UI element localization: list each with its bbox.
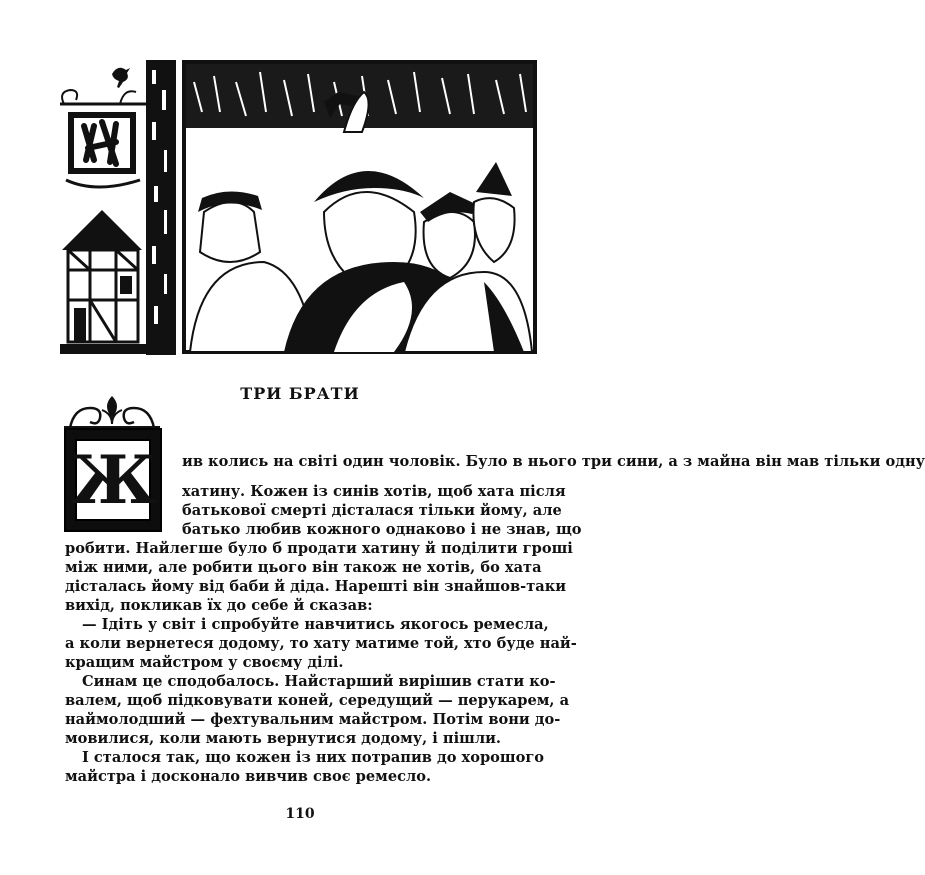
text-line: І сталося так, що кожен із них потрапив до хорошого — [82, 749, 545, 766]
text-line: батько любив кожного однаково і не знав, що — [182, 521, 582, 538]
text-line: ив колись на світі один чоловік. Було в нього три сини, а з майна він мав тільки одну — [182, 453, 925, 470]
story-title: ТРИ БРАТИ — [240, 384, 360, 403]
text-line: Синам це сподобалось. Найстарший вирішив стати ко- — [82, 673, 556, 690]
text-line: валем, щоб підковувати коней, середущий — перукарем, а — [65, 692, 570, 709]
scene-illustration — [184, 62, 535, 352]
drop-cap-letter: Ж — [69, 441, 157, 519]
text-line: наймолодший — фехтувальним майстром. Потім вони до- — [65, 711, 561, 728]
text-line: вихід, покликав їх до себе й сказав: — [65, 597, 373, 614]
drop-cap-ornament — [62, 392, 162, 430]
shop-sign-illustration — [60, 60, 178, 355]
text-line: майстра і досконало вивчив своє ремесло. — [65, 768, 432, 785]
text-line: а коли вернетеся додому, то хату матиме той, хто буде най- — [65, 635, 577, 652]
drop-cap — [64, 428, 162, 532]
text-line: хатину. Кожен із синів хотів, щоб хата після — [182, 483, 566, 500]
text-line: робити. Найлегше було б продати хатину й поділити гроші — [65, 540, 573, 557]
text-line: мовилися, коли мають вернутися додому, і пішли. — [65, 730, 502, 747]
text-line: між ними, але робити цього він також не хотів, бо хата — [65, 559, 542, 576]
text-line: — Ідіть у світ і спробуйте навчитись якогось ремесла, — [82, 616, 549, 633]
page-number: 110 — [285, 806, 315, 822]
text-line: дісталась йому від баби й діда. Нарешті він знайшов-таки — [65, 578, 567, 595]
text-line: кращим майстром у своєму ділі. — [65, 654, 344, 671]
text-line: батькової смерті дісталася тільки йому, але — [182, 502, 562, 519]
